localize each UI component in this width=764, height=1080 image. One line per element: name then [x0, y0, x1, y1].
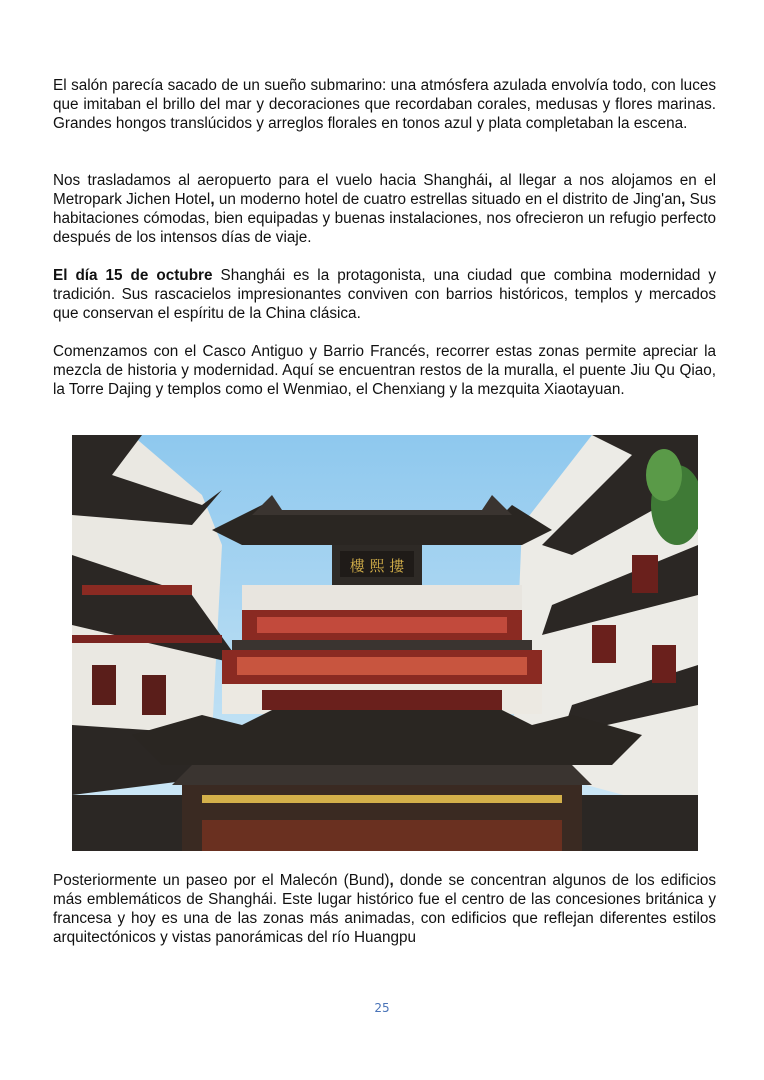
paragraph-october-15 [53, 266, 716, 323]
paragraph-underwater-salon: El salón parecía sacado de un sueño submarino: una atmósfera azulada envolvía todo, con luces que imitaban el brillo del mar y decoraciones que recordaban corales, medusas y flores marinas. Grandes hongos translúcidos y arreglos florales en tonos azul y plata completaban la escena. [53, 77, 716, 132]
text-run: Sus habitaciones cómodas, bien equipadas y buenas instalaciones, nos ofrecieron un refugio perfecto después de los intensos días de viaje. [53, 191, 716, 246]
text-run: un moderno hotel de cuatro estrellas situado en el distrito de Jing'an [214, 191, 682, 208]
photo-yuyuan-pagoda [72, 435, 698, 851]
text-run: Shanghái es la protagonista, una ciudad que combina modernidad y tradición. Sus rascacielos impresionantes conviven con barrios históricos, templos y mercados que conservan el espíritu de la China clásica. [53, 267, 717, 322]
text-run: Posteriormente un paseo por el Malecón (Bund) [53, 872, 390, 889]
text-run: donde se concentran algunos de los edificios más emblemáticos de Shanghái. Este lugar histórico fue el centro de las concesiones británica y francesa y hoy es una de las zonas más animadas, con edificios que reflejan diferentes estilos arquitectónicos y vistas panorámicas del río Huangpu [53, 872, 716, 946]
bold-comma: , [681, 191, 686, 208]
date-heading: El día 15 de octubre [53, 267, 213, 284]
paragraph-old-town: Comenzamos con el Casco Antiguo y Barrio Francés, recorrer estas zonas permite apreciar la mezcla de historia y modernidad. Aquí se encuentran restos de la muralla, el puente Jiu Qu Qiao, la Torre Dajing y templos como el Wenmiao, el Chenxiang y la mezquita Xiaotayuan. [53, 343, 716, 398]
bold-comma: , [210, 191, 215, 208]
paragraph-shanghai-hotel [53, 171, 716, 247]
text-run: al llegar a nos alojamos en el Metropark Jichen Hotel [53, 172, 716, 208]
text-run: Nos trasladamos al aeropuerto para el vuelo hacia Shanghái [53, 172, 489, 189]
pavilion-sign: 樓 熙 摟 [349, 557, 405, 575]
bold-comma: , [389, 872, 394, 889]
paragraph-bund [53, 871, 716, 947]
bold-comma: , [488, 172, 493, 189]
page-number: 25 [374, 1001, 390, 1015]
